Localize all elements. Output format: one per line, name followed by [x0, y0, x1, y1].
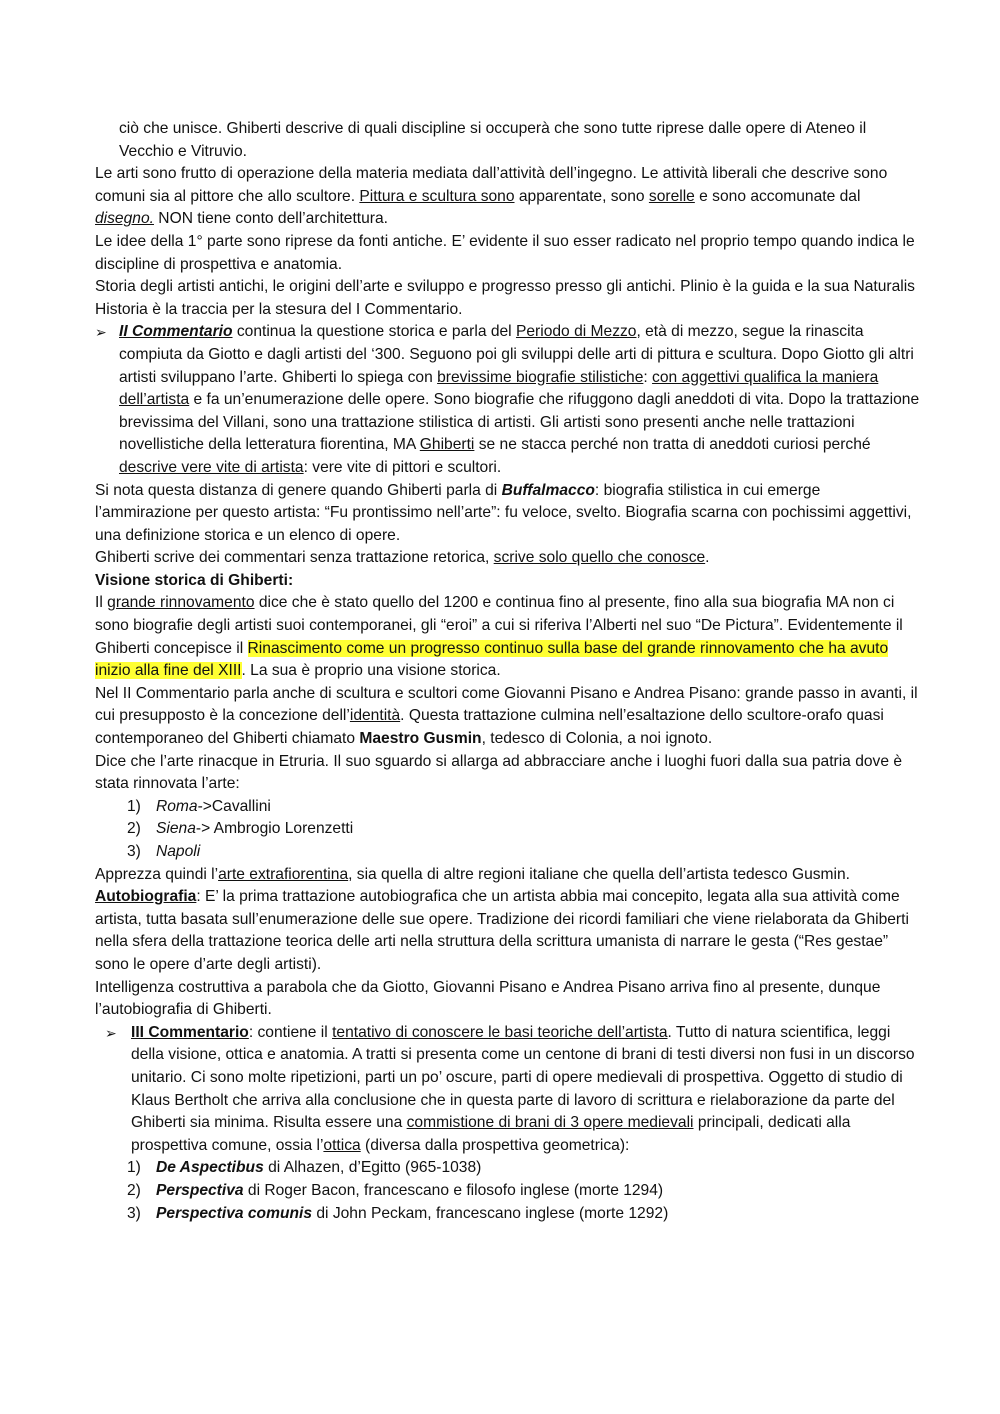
text-run: Le idee della 1° parte sono riprese da fonti antiche. E’ evidente il suo esser radicato nel proprio tempo quando indica le discipline di prospettiva e anatomia.: [95, 232, 915, 273]
text-run: Nel II Commentario parla anche di scultura e scultori come Giovanni Pisano e Andrea Pisano: grande passo in avanti, il cui presupposto è la concezione dell’: [95, 684, 918, 725]
text-run: -> Ambrogio Lorenzetti: [195, 820, 354, 838]
text-run: . Questa trattazione culmina nell’esaltazione dello scultore-orafo quasi contemporaneo del Ghiberti chiamato: [95, 707, 884, 748]
text-run: : E’ la prima trattazione autobiografica che un artista abbia mai concepito, legata alla sua attività come artista, tutta basata sull’enumerazione delle sue opere. Tradizione dei ricordi familiari che viene rielaborata da Ghiberti nella sfera della trattazione teorica delle arti nella struttura della scrittura umanista di narrare le gesta (“Res gestae” sono le opere d’arte degli artisti).: [95, 888, 909, 973]
italic-text: Roma: [156, 797, 198, 815]
paragraph-autobiografia: [95, 886, 920, 976]
list-number: 3): [127, 843, 141, 860]
section-heading: III Commentario: [131, 1023, 249, 1041]
paragraph-extrafiorentina: [95, 864, 920, 887]
underlined-text: scrive solo quello che conosce: [493, 549, 706, 567]
underlined-text: grande rinnovamento: [107, 594, 255, 612]
underlined-text: tentativo di conoscere le basi teoriche dell’artista: [332, 1023, 668, 1041]
text-run: NON tiene conto dell’architettura.: [153, 210, 388, 228]
text-run: Dice che l’arte rinacque in Etruria. Il suo sguardo si allarga ad abbracciare anche i luoghi fuori dalla sua patria dove è stata rinnovata l’arte:: [95, 752, 903, 793]
bullet-ii-commentario: [95, 321, 920, 479]
text-run: Ghiberti scrive dei commentari senza trattazione retorica,: [95, 549, 494, 567]
heading-visione-storica: [95, 570, 920, 593]
text-run: Il: [95, 594, 108, 612]
italic-text: Siena: [156, 820, 196, 838]
underlined-text: brevissime biografie stilistiche: [437, 368, 644, 386]
text-run: continua la questione storica e parla del: [232, 323, 516, 341]
text-run: Storia degli artisti antichi, le origini dell’arte e sviluppo e progresso presso gli antichi. Plinio è la guida e la sua Naturalis Historia è la traccia per la stesura del I Commentario.: [95, 278, 915, 318]
bold-underlined-text: Autobiografia: [95, 888, 197, 906]
underlined-text: commistione di brani di 3 opere medievali: [406, 1114, 694, 1132]
highlighted-text: Rinascimento come un progresso continuo sulla base del grande rinnovamento che ha avuto inizio alla fine del XIII: [95, 639, 889, 680]
underlined-text: Pittura e scultura sono: [359, 187, 515, 205]
list-item: [95, 1203, 920, 1226]
underlined-italic-text: disegno.: [95, 210, 154, 228]
bold-italic-text: Perspectiva comunis: [156, 1204, 313, 1222]
paragraph-etruria: [95, 751, 920, 796]
list-number: 1): [127, 797, 141, 815]
text-run: di Alhazen, d’Egitto (965-1038): [263, 1159, 482, 1177]
paragraph-scultura: [95, 683, 920, 751]
bold-heading: Visione storica di Ghiberti:: [95, 571, 294, 589]
text-run: , sia quella di altre regioni italiane che quella dell’artista tedesco Gusmin.: [348, 865, 851, 883]
text-run: e sono accomunate dal: [694, 187, 861, 205]
text-run: , età di mezzo, segue la rinascita compiuta da Giotto e dagli artisti del ‘300. Seguono poi gli sviluppi delle arti di pittura e scultura. Dopo Giotto gli altri artisti sviluppano l’arte. Ghiberti lo spiega con: [119, 323, 914, 386]
paragraph-storia: [95, 276, 920, 321]
underlined-text: sorelle: [648, 187, 695, 205]
underlined-text: con aggettivi qualifica la maniera dell’artista: [119, 368, 879, 409]
paragraph-intelligenza: [95, 977, 920, 1022]
text-run: .: [705, 549, 710, 567]
text-run: : vere vite di pittori e scultori.: [303, 458, 502, 476]
text-run: dice che è stato quello del 1200 e continua fino al presente, fino alla sua biografia MA non ci sono biografie degli artisti suoi contemporanei, gli “eroi” a cui si riferiva l’Alberti nel suo “De Pictura”. Evidentemente il Ghiberti concepisce il: [95, 594, 903, 657]
underlined-text: Ghiberti: [419, 436, 475, 454]
text-run: Intelligenza costruttiva a parabola che da Giotto, Giovanni Pisano e Andrea Pisano arriva fino al presente, dunque l’autobiografia di Ghiberti.: [95, 978, 881, 1019]
bold-italic-text: De Aspectibus: [156, 1159, 264, 1177]
underlined-text: arte extrafiorentina: [218, 865, 349, 883]
section-heading: II Commentario: [119, 323, 233, 341]
paragraph-retorica: [95, 547, 920, 570]
arrow-bullet-icon: ➢: [95, 324, 107, 341]
list-item: [95, 841, 920, 864]
list-item: [95, 796, 920, 819]
list-number: 3): [127, 1204, 141, 1222]
text-run: , tedesco di Colonia, a noi ignoto.: [481, 730, 713, 748]
paragraph-ateneo: [95, 118, 920, 163]
text-run: di John Peckam, francescano inglese (morte 1292): [312, 1204, 669, 1222]
underlined-text: descrive vere vite di artista: [119, 458, 304, 476]
arrow-bullet-icon: ➢: [105, 1024, 117, 1041]
text-run: principali, dedicati alla prospettiva comune, ossia l’: [131, 1114, 851, 1154]
text-run: Le arti sono frutto di operazione della materia mediata dall’attività dell’ingegno. Le attività liberali che descrive sono comuni sia al pittore che allo scultore.: [95, 165, 888, 205]
list-number: 2): [127, 1181, 141, 1199]
paragraph-rinnovamento: [95, 592, 920, 682]
text-run: :: [643, 368, 653, 386]
list-item: [95, 1180, 920, 1203]
bold-italic-text: Buffalmacco: [501, 481, 595, 499]
text-run: : contiene il: [248, 1023, 333, 1041]
text-run: di Roger Bacon, francescano e filosofo inglese (morte 1294): [243, 1181, 664, 1199]
text-run: e fa un’enumerazione delle opere. Sono biografie che rifuggono dagli aneddoti di vita. Dopo la trattazione brevissima del Villani, sono una trattazione stilistica di artisti. Gli artisti sono presenti anche nelle trattazioni novellistiche della letteratura fiorentina, MA: [119, 391, 920, 454]
list-number: 2): [127, 820, 141, 838]
text-run: ->Cavallini: [197, 797, 271, 815]
bullet-iii-commentario: [95, 1022, 920, 1158]
underlined-text: Periodo di Mezzo: [515, 323, 637, 341]
text-run: Si nota questa distanza di genere quando Ghiberti parla di: [95, 481, 502, 499]
text-run: . Tutto di natura scientifica, leggi della visione, ottica e anatomia. A tratti si presenta come un centone di brani di testi diversi non fusi in un discorso unitario. Ci sono molte ripetizioni, parti un po’ oscure, parti di opere medievali di prospettiva. Oggetto di studio di Klaus Bertholt che arriva alla conclusione che in questa parte di lavoro di scrittura e rielaborazione da parte del Ghiberti sia minima. Risulta essere una: [131, 1023, 915, 1132]
text-run: : biografia stilistica in cui emerge l’ammirazione per questo artista: “Fu prontissimo nell’arte”: fu veloce, svelto. Biografia scarna con pochissimi aggettivi, una definizione storica e un elenco di opere.: [95, 481, 912, 544]
bold-italic-text: Perspectiva: [156, 1181, 244, 1199]
underlined-text: ottica: [323, 1136, 361, 1154]
paragraph-buffalmacco: [95, 480, 920, 548]
paragraph-arti: [95, 163, 920, 231]
list-item: [95, 1157, 920, 1180]
text-run: apparentate, sono: [514, 187, 649, 205]
text-run: . La sua è proprio una visione storica.: [241, 662, 501, 680]
text-run: ciò che unisce. Ghiberti descrive di quali discipline si occuperà che sono tutte riprese dalle opere di Ateneo il Vecchio e Vitruvio.: [119, 120, 867, 160]
list-item: [95, 818, 920, 841]
text-run: (diversa dalla prospettiva geometrica):: [360, 1136, 630, 1154]
text-run: se ne stacca perché non tratta di aneddoti curiosi perché: [474, 436, 871, 454]
bold-text: Maestro Gusmin: [359, 730, 482, 748]
text-run: Apprezza quindi l’: [95, 865, 219, 883]
underlined-text: identità: [349, 707, 401, 725]
paragraph-idee: [95, 231, 920, 276]
list-number: 1): [127, 1159, 141, 1177]
italic-text: Napoli: [156, 843, 201, 860]
